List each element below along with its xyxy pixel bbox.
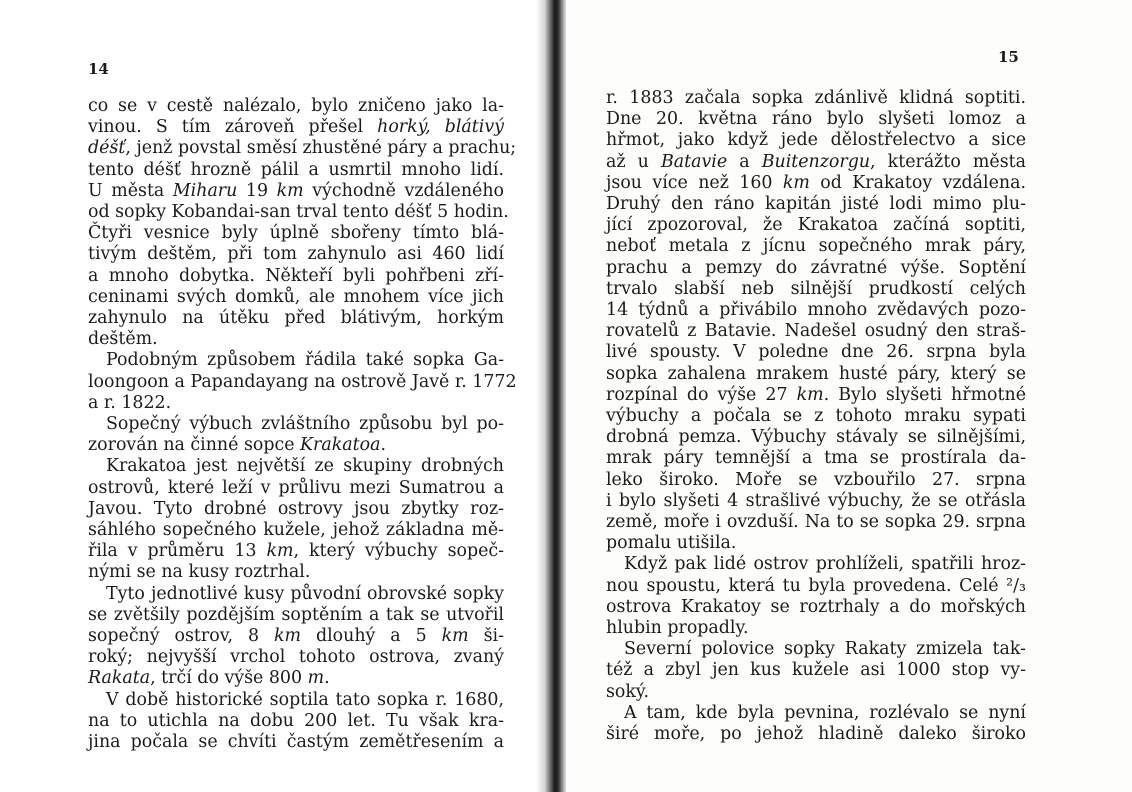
text-line	[88, 414, 504, 435]
text-segment: Krakatoa jest největší ze skupiny drobných	[106, 456, 504, 477]
text-line	[88, 287, 504, 308]
text-segment: trvalo slabší neb silnější prudkostí celých	[606, 278, 1026, 299]
book-gutter	[536, 0, 570, 792]
text-line	[88, 329, 504, 350]
text-line	[606, 109, 1026, 130]
text-segment: Tyto jednotlivé kusy původní obrovské sopky	[106, 583, 504, 604]
italic-text: km	[441, 626, 469, 647]
text-segment: Javou. Tyto drobné ostrovy jsou zbytky roz-	[88, 498, 504, 519]
text-segment: nými se na kusy roztrhal.	[88, 562, 311, 583]
text-line	[88, 499, 504, 520]
text-segment: . Bylo slyšeti hřmotné	[823, 384, 1027, 405]
text-segment: deštěm.	[88, 329, 158, 350]
text-segment: vinou. S tím zároveň přešel	[88, 117, 378, 138]
page-number: 14	[88, 60, 109, 78]
text-segment: hřmot, jako když jede dělostřelectvo a sice	[606, 130, 1026, 151]
text-segment: hlubin propadly.	[606, 618, 749, 639]
text-segment: od sopky Kobandai-san trval tento déšť 5 hodin.	[88, 202, 509, 223]
text-segment: od Krakatoy vzdálena.	[809, 172, 1026, 193]
text-line	[606, 491, 1026, 512]
text-segment: ceninami svých domků, ale mnohem více jich	[88, 286, 504, 307]
text-segment: r. 1883 začala sopka zdánlivě klidná soptiti.	[606, 88, 1026, 108]
text-segment: Severní polovice sopky Rakaty zmizela tak-	[624, 639, 1026, 660]
text-line	[88, 456, 504, 477]
text-segment: co se v cestě nalézalo, bylo zničeno jako la-	[88, 96, 504, 116]
text-line	[88, 647, 504, 668]
text-segment: ostrovů, které leží v průlivu mezi Sumatrou a	[88, 477, 504, 498]
text-segment: Sopečný výbuch zvláštního způsobu byl po-	[106, 414, 504, 435]
text-segment: až u	[606, 151, 661, 172]
text-segment: .	[380, 435, 386, 456]
text-line	[88, 138, 517, 159]
text-line	[88, 605, 504, 626]
text-segment: ši-	[468, 626, 504, 647]
text-line	[606, 533, 1026, 554]
text-segment: nou spoustu, která tu byla provedena. Celé ²/₃	[606, 575, 1026, 596]
italic-text: Batavie	[660, 151, 728, 172]
text-segment: V době historické soptila tato sopka r. 1680,	[106, 689, 504, 710]
text-segment: jící zpozoroval, že Krakatoa začíná soptiti,	[606, 215, 1026, 236]
text-segment: se zvětšily pozdějším soptěním a tak se utvořil	[88, 604, 504, 625]
text-segment: neboť metala z jícnu sopečného mrak páry,	[606, 236, 1026, 257]
text-segment: jina počala se chvíti častým zemětřesením a	[88, 732, 504, 753]
text-line	[88, 562, 504, 583]
text-segment: sáhlého sopečného kužele, jehož základna mě-	[88, 520, 504, 541]
text-segment: 19	[237, 180, 277, 201]
text-line	[88, 584, 504, 605]
text-segment: též a zbyl jen kus kužele asi 1000 stop vy-	[606, 660, 1026, 681]
text-segment: a r. 1822.	[88, 392, 172, 413]
text-segment: i bylo slyšeti 4 strašlivé výbuchy, že se otřásla	[606, 490, 1026, 511]
text-segment: ostrova Krakatoy se roztrhaly a do mořských	[606, 596, 1026, 617]
text-segment: země, moře i ovzduší. Na to se sopka 29. srpna	[606, 512, 1026, 533]
text-line	[606, 236, 1026, 257]
text-line	[88, 541, 504, 562]
text-line	[606, 279, 1026, 300]
text-segment: Podobným způsobem řádila také sopka Ga-	[106, 350, 504, 371]
text-segment: , jenž povstal směsí zhustěné páry a prachu;	[125, 138, 517, 159]
text-line	[606, 88, 1026, 109]
text-line	[88, 478, 504, 499]
text-line	[606, 130, 1026, 151]
text-segment: a mnoho dobytka. Někteří byli pohřbeni zří-	[88, 265, 504, 286]
text-line	[88, 160, 504, 181]
text-segment: U města	[88, 180, 173, 201]
italic-text: déšť	[88, 138, 126, 159]
text-line	[88, 308, 504, 329]
text-line	[606, 173, 1026, 194]
text-line	[88, 393, 504, 414]
text-segment: Čtyři vesnice byly úplně sbořeny tímto blá-	[88, 223, 504, 244]
text-segment: , kterážto města	[870, 151, 1026, 172]
italic-text: km	[796, 384, 824, 405]
text-line	[606, 194, 1026, 215]
text-segment: livé spousty. V poledne dne 26. srpna byla	[606, 342, 1026, 363]
text-line	[88, 223, 504, 244]
text-line	[606, 554, 1026, 575]
text-line	[88, 266, 504, 287]
page-text	[88, 96, 517, 753]
text-line	[88, 711, 504, 732]
text-segment: sopka zahalena mrakem husté páry, který se	[606, 363, 1026, 384]
text-segment: rovatelů z Batavie. Nadešel osudný den straš-	[606, 321, 1026, 342]
text-line	[88, 371, 517, 393]
text-segment: jsou více než 160	[606, 172, 783, 193]
text-line	[606, 385, 1026, 406]
text-segment: dlouhý a 5	[301, 626, 442, 647]
text-line	[88, 435, 504, 456]
text-line	[606, 258, 1026, 279]
italic-text: m	[307, 668, 325, 689]
text-line	[606, 470, 1026, 491]
italic-text: Buitenzorgu	[761, 151, 871, 172]
text-line	[88, 117, 504, 138]
italic-text: km	[276, 180, 304, 201]
italic-text: Krakatoa	[300, 435, 381, 456]
text-line	[88, 732, 504, 753]
text-line	[606, 152, 1026, 173]
text-segment: širé moře, po jehož hladině daleko široko	[606, 724, 1026, 745]
text-line	[606, 639, 1026, 660]
text-line	[606, 364, 1026, 385]
text-segment: Když pak lidé ostrov prohlíželi, spatřili hroz-	[624, 554, 1026, 575]
text-segment: sopečný ostrov, 8	[88, 626, 274, 647]
text-line	[606, 660, 1026, 681]
text-line	[606, 576, 1026, 597]
text-segment: tento déšť hrozně pálil a usmrtil mnoho lidí.	[88, 159, 504, 180]
text-segment: roký; nejvyšší vrchol tohoto ostrova, zvaný	[88, 647, 504, 668]
text-segment: Druhý den ráno kapitán jisté lodi mimo plu-	[606, 194, 1026, 215]
text-line	[88, 668, 504, 689]
text-segment: .	[324, 668, 330, 689]
text-segment: , trčí do výše 800	[150, 668, 308, 689]
italic-text: km	[266, 541, 294, 562]
italic-text: km	[273, 626, 301, 647]
text-line	[606, 682, 1026, 703]
text-line	[606, 597, 1026, 618]
text-segment: 14 týdnů a přivábilo mnoho zvědavých pozo-	[606, 300, 1026, 321]
text-segment: rozpínal do výše 27	[606, 384, 797, 405]
text-segment: řila v průměru 13	[88, 541, 267, 562]
text-segment: zorován na činné sopce	[88, 435, 301, 456]
text-line	[606, 618, 1026, 639]
text-segment: na to utichla na dobu 200 let. Tu však kra-	[88, 710, 504, 731]
italic-text: km	[782, 172, 810, 193]
text-segment: tivým deštěm, při tom zahynulo asi 460 lidí	[88, 244, 504, 265]
text-line	[606, 215, 1026, 236]
text-line	[88, 626, 504, 647]
text-segment: soký.	[606, 681, 649, 702]
text-line	[606, 342, 1026, 363]
text-line	[88, 181, 504, 202]
text-segment: prachu a pemzy do závratné výše. Soptění	[606, 257, 1026, 278]
right-page	[566, 0, 1132, 792]
page-number: 15	[998, 48, 1019, 66]
text-segment: leko široko. Moře se vzbouřilo 27. srpna	[606, 469, 1026, 490]
italic-text: horký, blátivý	[377, 117, 504, 138]
page-text	[606, 88, 1026, 745]
text-line	[606, 724, 1026, 745]
text-segment: loongoon a Papandayang na ostrově Javě r. 1772	[88, 371, 517, 392]
text-segment: východně vzdáleného	[303, 180, 504, 201]
text-line	[606, 300, 1026, 321]
text-line	[606, 512, 1026, 533]
text-line	[88, 690, 504, 711]
text-line	[88, 350, 504, 371]
text-line	[606, 427, 1026, 448]
text-segment: drobná pemza. Výbuchy stávaly se silnějšími,	[606, 427, 1026, 448]
text-segment: A tam, kde byla pevnina, rozlévalo se nyní	[624, 702, 1026, 723]
text-line	[88, 244, 504, 265]
text-line	[606, 448, 1026, 469]
text-line	[606, 406, 1026, 427]
text-segment: pomalu utišila.	[606, 533, 737, 554]
italic-text: Rakata	[88, 668, 151, 689]
text-segment: zahynulo na útěku před blátivým, horkým	[88, 308, 504, 329]
text-line	[606, 321, 1026, 342]
italic-text: Miharu	[172, 180, 238, 201]
text-line	[88, 520, 504, 541]
text-line	[88, 96, 504, 117]
left-page	[0, 0, 548, 792]
text-segment: výbuchy a počala se z tohoto mraku sypati	[606, 406, 1026, 427]
text-line	[606, 703, 1026, 724]
text-line	[88, 202, 509, 223]
text-segment: , který výbuchy sopeč-	[293, 541, 505, 562]
text-segment: mrak páry temnější a tma se prostírala da-	[606, 448, 1026, 469]
text-segment: Dne 20. května ráno bylo slyšeti lomoz a	[606, 109, 1026, 130]
text-segment: a	[727, 151, 762, 172]
